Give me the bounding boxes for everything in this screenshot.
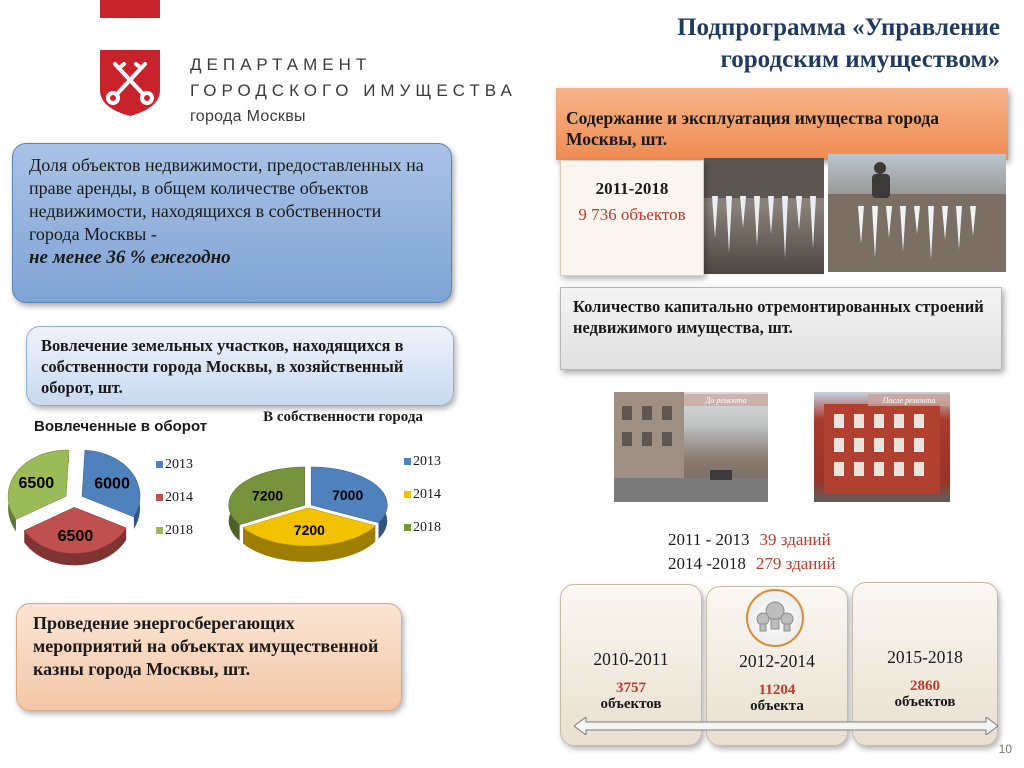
repair-stat-row: [668, 528, 836, 552]
department-name-line1: ДЕПАРТАМЕНТ: [190, 55, 372, 74]
pie-chart-involved: [2, 440, 152, 580]
building-after-repair-photo: [814, 392, 950, 502]
legend-item: [404, 511, 441, 544]
page-number: 10: [998, 742, 1012, 756]
icicles-photo-right: [828, 154, 1006, 272]
legend-label: 2014: [413, 486, 441, 502]
after-repair-label: После ремонта: [882, 396, 936, 405]
capital-repair-title: Количество капитально отремонтированных строений недвижимого имущества, шт.: [573, 297, 984, 337]
legend-swatch: [156, 461, 163, 468]
repair-stats: [668, 528, 836, 576]
department-emblem-icon: [100, 50, 160, 116]
repair-stat-period: 2011 - 2013: [668, 530, 750, 549]
timeline-value: 2860: [910, 678, 940, 694]
pie-right-title: В собственности города: [263, 409, 423, 425]
maintenance-header: [556, 88, 1008, 160]
legend-swatch: [404, 491, 411, 498]
capital-repair-box: [560, 287, 1002, 370]
timeline-value: 3757: [616, 680, 646, 696]
timeline-value: 11204: [758, 682, 796, 698]
repair-stat-value: 279 зданий: [755, 554, 836, 573]
maintenance-card: [560, 160, 704, 276]
brand-flag-bar: [100, 0, 160, 18]
timeline-unit: объекта: [750, 698, 804, 714]
repair-stat-period: 2014 -2018: [668, 554, 746, 573]
legend-label: 2013: [165, 456, 193, 472]
pie-left-legend: [156, 448, 193, 547]
legend-label: 2018: [413, 519, 441, 535]
maintenance-count: 9 736 объектов: [578, 205, 686, 224]
legend-item: [156, 448, 193, 481]
lease-share-target: не менее 36 % ежегодно: [29, 247, 231, 268]
light-bulbs-icon: [746, 589, 804, 647]
legend-item: [404, 478, 441, 511]
pie-data-label: 7000: [332, 487, 364, 504]
pie-data-label: 6500: [57, 527, 94, 545]
maintenance-title: Содержание и эксплуатация имущества города Москвы, шт.: [566, 108, 939, 149]
pie-data-label: 6500: [18, 474, 55, 492]
energy-saving-text: Проведение энергосберегающих мероприятий на объектах имущественной казны города Москвы, шт.: [33, 613, 379, 679]
page-title: Подпрограмма «Управление городским имуществом»: [677, 14, 1000, 73]
legend-label: 2013: [413, 453, 441, 469]
timeline-years: 2015-2018: [887, 647, 963, 667]
repair-stat-row: [668, 552, 836, 576]
timeline-years: 2012-2014: [739, 651, 815, 671]
lease-share-box: [12, 143, 452, 303]
timeline-unit: объектов: [894, 694, 956, 710]
pie-data-label: 6000: [94, 475, 130, 493]
energy-saving-box: [16, 603, 402, 711]
timeline-arrow: [574, 717, 998, 735]
repair-stat-value: 39 зданий: [759, 530, 831, 549]
legend-swatch: [404, 458, 411, 465]
pie-left-title: Вовлеченные в оборот: [34, 418, 208, 435]
department-name-line2: ГОРОДСКОГО ИМУЩЕСТВА: [190, 81, 517, 100]
building-before-repair-photo: [614, 392, 768, 502]
legend-item: [156, 481, 193, 514]
timeline-unit: объектов: [600, 696, 662, 712]
pie-chart-city-owned: [222, 462, 398, 574]
land-involvement-text: Вовлечение земельных участков, находящихся в собственности города Москвы, в хозяйственный оборот, шт.: [41, 336, 404, 397]
legend-item: [404, 445, 441, 478]
land-involvement-box: [26, 326, 454, 406]
department-name-line3: города Москвы: [190, 108, 306, 125]
timeline-years: 2010-2011: [593, 649, 669, 669]
department-name: [190, 52, 517, 130]
pie-data-label: 7200: [293, 522, 325, 539]
icicles-photo-left: [704, 158, 824, 274]
before-repair-label: До ремонта: [705, 396, 747, 405]
legend-swatch: [156, 527, 163, 534]
maintenance-years: 2011-2018: [595, 179, 669, 198]
legend-label: 2018: [165, 522, 193, 538]
pie-data-label: 7200: [252, 487, 284, 504]
legend-swatch: [156, 494, 163, 501]
legend-label: 2014: [165, 489, 193, 505]
legend-item: [156, 514, 193, 547]
lease-share-text: Доля объектов недвижимости, предоставленных на праве аренды, в общем количестве объектов недвижимости, находящихся в собственности города Москвы -: [29, 155, 424, 244]
pie-right-legend: [404, 445, 441, 544]
legend-swatch: [404, 524, 411, 531]
